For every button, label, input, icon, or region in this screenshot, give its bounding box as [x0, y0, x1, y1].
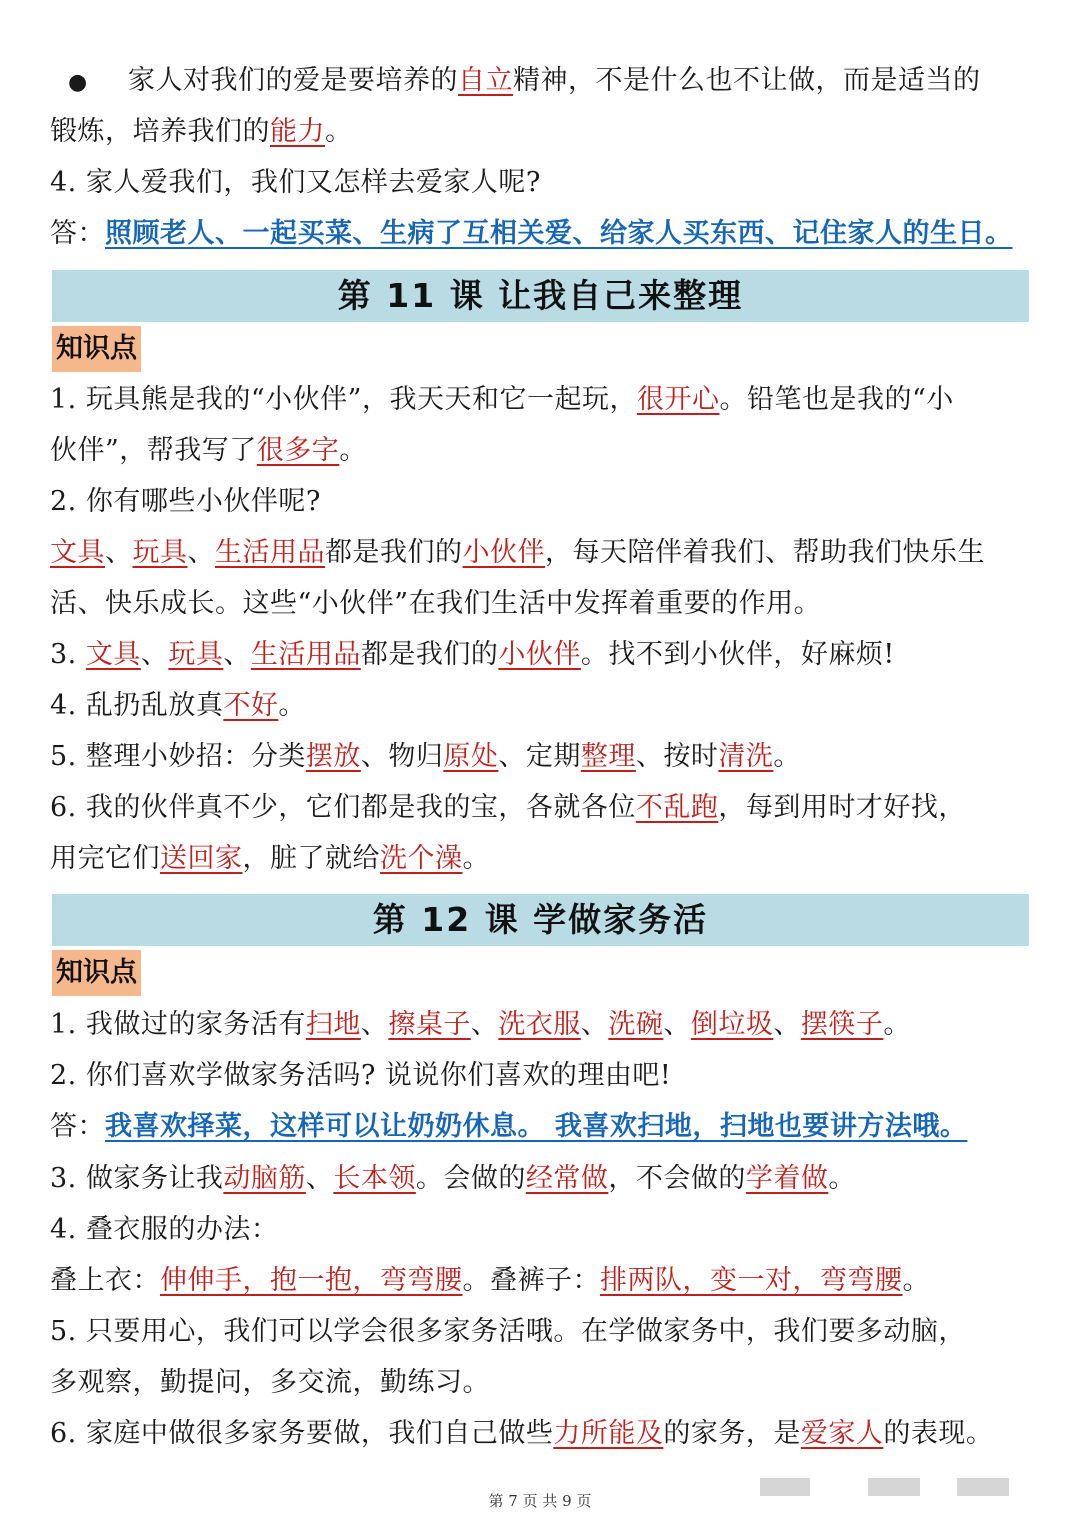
bullet-icon: ●: [68, 70, 88, 95]
watermark-blur: [957, 1478, 1009, 1496]
text-line: 1. 玩具熊是我的“小伙伴”，我天天和它一起玩，很开心。铅笔也是我的“小: [50, 384, 954, 415]
text-line: 5. 只要用心，我们可以学会很多家务活哦。在学做家务中，我们要多动脑，: [50, 1316, 966, 1347]
text-line: 文具、玩具、生活用品都是我们的小伙伴，每天陪伴着我们、帮助我们快乐生: [50, 537, 985, 568]
answer-line: 答：照顾老人、一起买菜、生病了互相关爱、给家人买东西、记住家人的生日。: [50, 218, 1013, 249]
text-line: 3. 文具、玩具、生活用品都是我们的小伙伴。找不到小伙伴，好麻烦!: [50, 639, 895, 670]
bullet-line: ● 家人对我们的爱是要培养的自立精神，不是什么也不让做，而是适当的: [50, 63, 1035, 101]
watermark-blur: [760, 1478, 810, 1496]
text-line: 3. 做家务让我动脑筋、长本领。会做的经常做，不会做的学着做。: [50, 1163, 856, 1194]
text-line: 用完它们送回家，脏了就给洗个澡。: [50, 843, 490, 874]
text-line: 2. 你有哪些小伙伴呢?: [50, 486, 321, 517]
watermark-blur: [868, 1478, 920, 1496]
page-number: 第 7 页 共 9 页: [488, 1492, 592, 1510]
text-line: 5. 整理小妙招：分类摆放、物归原处、定期整理、按时清洗。: [50, 741, 801, 772]
text-line: 叠上衣：伸伸手，抱一抱，弯弯腰。叠裤子：排两队，变一对，弯弯腰。: [50, 1265, 930, 1296]
text-line: 6. 我的伙伴真不少，它们都是我的宝，各就各位不乱跑，每到用时才好找，: [50, 792, 966, 823]
text-line: 多观察，勤提问，多交流，勤练习。: [50, 1367, 490, 1398]
lesson-12-title: 第 12 课 学做家务活: [52, 894, 1029, 946]
lesson-11-title: 第 11 课 让我自己来整理: [52, 270, 1029, 322]
knowledge-tag: 知识点: [52, 326, 141, 372]
question-line: 4. 家人爱我们，我们又怎样去爱家人呢?: [50, 167, 541, 198]
question-line: 2. 你们喜欢学做家务活吗? 说说你们喜欢的理由吧!: [50, 1060, 672, 1091]
text-line: 4. 乱扔乱放真不好。: [50, 690, 306, 721]
answer-line: 答：我喜欢择菜，这样可以让奶奶休息。 我喜欢扫地，扫地也要讲方法哦。: [50, 1111, 968, 1142]
text-line: 活、快乐成长。这些“小伙伴”在我们生活中发挥着重要的作用。: [50, 588, 822, 619]
text-line: 1. 我做过的家务活有扫地、擦桌子、洗衣服、洗碗、倒垃圾、摆筷子。: [50, 1009, 911, 1040]
text-line: 伙伴”，帮我写了很多字。: [50, 435, 367, 466]
text-line: 4. 叠衣服的办法：: [50, 1214, 279, 1245]
text-line: 6. 家庭中做很多家务要做，我们自己做些力所能及的家务，是爱家人的表现。: [50, 1418, 994, 1449]
knowledge-tag: 知识点: [52, 950, 141, 996]
text-line: 锻炼，培养我们的能力。: [50, 116, 353, 147]
